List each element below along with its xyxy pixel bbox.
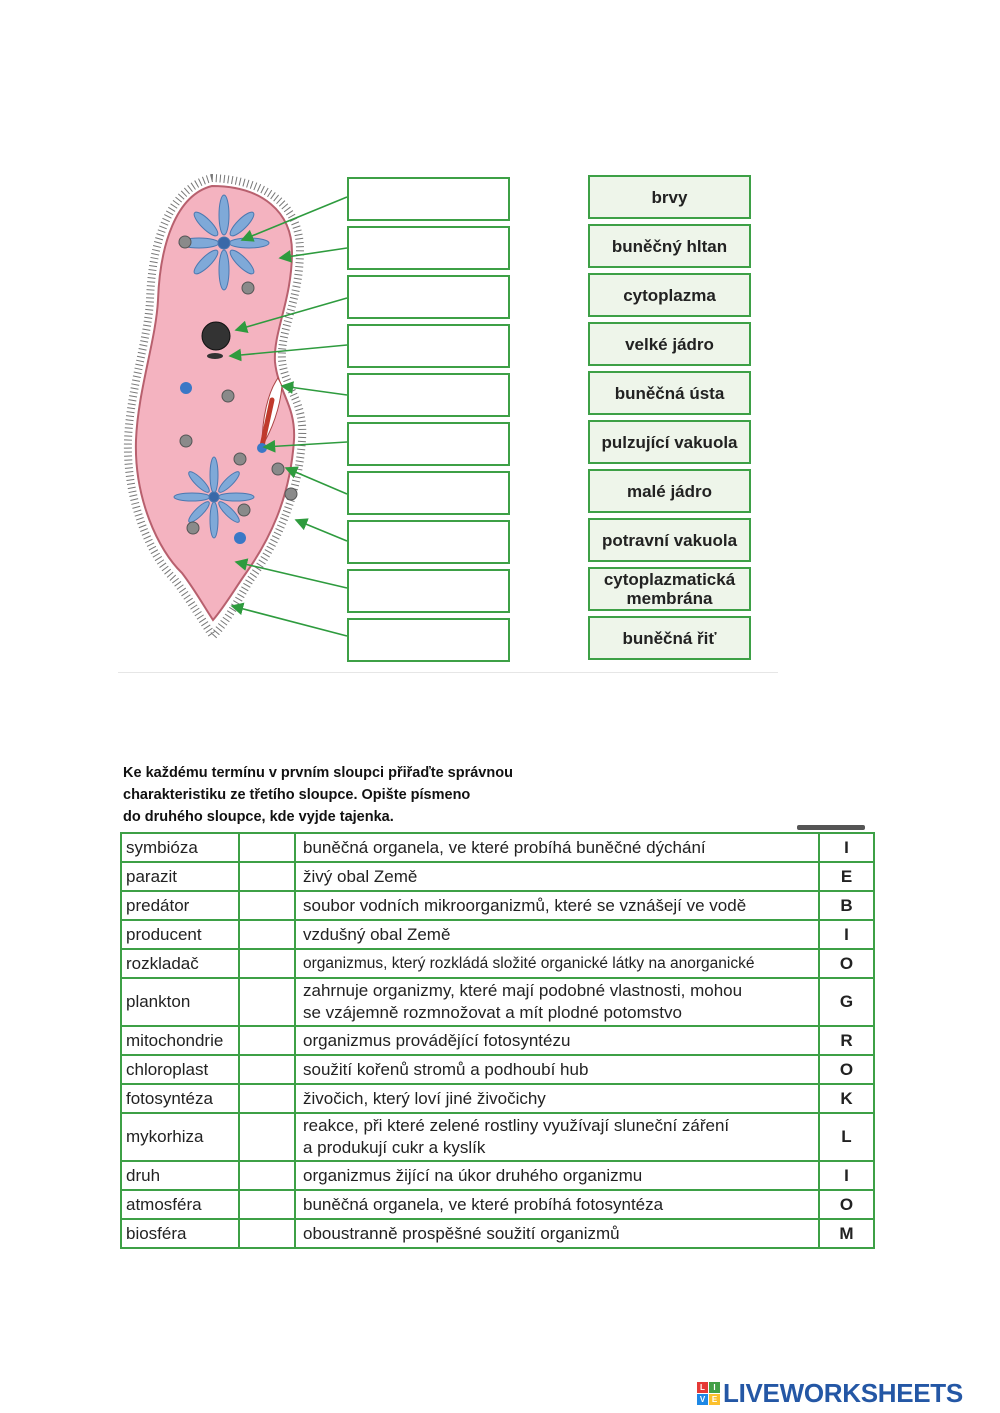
row-answer-input[interactable]	[240, 1191, 294, 1218]
table-row	[121, 1113, 874, 1161]
row-answer-input[interactable]	[240, 892, 294, 919]
row-description	[295, 978, 819, 1026]
answer-box-3[interactable]	[347, 275, 510, 319]
macronucleus	[202, 322, 230, 350]
row-description	[295, 1113, 819, 1161]
row-description-line: vzdušný obal Země	[303, 924, 451, 944]
liveworksheets-logo	[697, 1378, 963, 1409]
table-row	[121, 920, 874, 949]
row-answer-cell	[239, 862, 295, 891]
row-description-line: oboustranně prospěšné soužití organizmů	[303, 1223, 620, 1243]
row-answer-cell	[239, 1219, 295, 1248]
row-description	[295, 1026, 819, 1055]
row-answer-cell	[239, 920, 295, 949]
table-row	[121, 1219, 874, 1248]
row-answer-input[interactable]	[240, 1085, 294, 1112]
row-description	[295, 1219, 819, 1248]
row-description-line: soužití kořenů stromů a podhoubí hub	[303, 1059, 589, 1079]
row-term: mykorhiza	[121, 1113, 239, 1161]
row-letter: L	[819, 1113, 874, 1161]
row-description	[295, 833, 819, 862]
row-answer-input[interactable]	[240, 863, 294, 890]
answer-box-4[interactable]	[347, 324, 510, 368]
row-letter: O	[819, 1190, 874, 1219]
instructions-line-2: charakteristiku ze třetího sloupce. Opište písmeno	[123, 787, 471, 803]
row-letter: G	[819, 978, 874, 1026]
term-cytoplazmaticka-membrana[interactable]: cytoplazmatická membrána	[588, 567, 751, 611]
answer-box-8[interactable]	[347, 520, 510, 564]
term-bunecna-rit[interactable]: buněčná řiť	[588, 616, 751, 660]
row-answer-cell	[239, 1161, 295, 1190]
row-letter: I	[819, 833, 874, 862]
answer-box-2[interactable]	[347, 226, 510, 270]
scan-mark	[797, 825, 865, 830]
section-divider	[118, 672, 778, 673]
row-answer-input[interactable]	[240, 1220, 294, 1247]
row-term: mitochondrie	[121, 1026, 239, 1055]
answer-box-6[interactable]	[347, 422, 510, 466]
row-letter: O	[819, 1055, 874, 1084]
row-letter: M	[819, 1219, 874, 1248]
row-description-line: organizmus provádějící fotosyntézu	[303, 1030, 571, 1050]
table-row	[121, 1026, 874, 1055]
instructions-line-1: Ke každému termínu v prvním sloupci přiřaďte správnou	[123, 765, 513, 781]
row-description	[295, 920, 819, 949]
row-answer-input[interactable]	[240, 1056, 294, 1083]
row-description	[295, 891, 819, 920]
answer-box-9[interactable]	[347, 569, 510, 613]
brand-mark-letter: V	[697, 1394, 708, 1405]
row-answer-input[interactable]	[240, 1114, 294, 1160]
table-row	[121, 862, 874, 891]
row-letter: R	[819, 1026, 874, 1055]
row-answer-cell	[239, 949, 295, 978]
row-term: symbióza	[121, 833, 239, 862]
row-term: plankton	[121, 978, 239, 1026]
row-term: chloroplast	[121, 1055, 239, 1084]
row-answer-cell	[239, 833, 295, 862]
term-pulzujici-vakuola[interactable]: pulzující vakuola	[588, 420, 751, 464]
row-description-line: zahrnuje organizmy, které mají podobné vlastnosti, mohou	[303, 981, 743, 1000]
row-description-line: organizmus, který rozkládá složité organické látky na anorganické	[303, 954, 755, 972]
row-description-line: reakce, při které zelené rostliny využívají sluneční záření	[303, 1116, 730, 1135]
term-brvy[interactable]: brvy	[588, 175, 751, 219]
answer-box-7[interactable]	[347, 471, 510, 515]
row-term: producent	[121, 920, 239, 949]
row-description-line: soubor vodních mikroorganizmů, které se vznášejí ve vodě	[303, 895, 747, 915]
row-term: atmosféra	[121, 1190, 239, 1219]
row-description-line: živočich, který loví jiné živočichy	[303, 1088, 546, 1108]
row-description-line: buněčná organela, ve které probíhá buněčné dýchání	[303, 837, 706, 857]
row-description-line: se vzájemně rozmnožovat a mít plodné potomstvo	[303, 1003, 682, 1022]
row-description	[295, 862, 819, 891]
row-answer-cell	[239, 1055, 295, 1084]
matching-table	[120, 832, 875, 1249]
row-answer-input[interactable]	[240, 1162, 294, 1189]
row-answer-cell	[239, 1113, 295, 1161]
table-row	[121, 978, 874, 1026]
term-cytoplazma[interactable]: cytoplazma	[588, 273, 751, 317]
brand-name: LIVEWORKSHEETS	[723, 1378, 963, 1408]
instructions	[123, 762, 593, 828]
row-answer-cell	[239, 1190, 295, 1219]
row-description-line: a produkují cukr a kyslík	[303, 1138, 486, 1157]
term-velke-jadro[interactable]: velké jádro	[588, 322, 751, 366]
row-term: biosféra	[121, 1219, 239, 1248]
row-description	[295, 949, 819, 978]
table-row	[121, 1161, 874, 1190]
answer-box-10[interactable]	[347, 618, 510, 662]
row-answer-cell	[239, 978, 295, 1026]
row-letter: B	[819, 891, 874, 920]
row-answer-input[interactable]	[240, 1027, 294, 1054]
row-answer-cell	[239, 1026, 295, 1055]
term-potravni-vakuola[interactable]: potravní vakuola	[588, 518, 751, 562]
row-answer-cell	[239, 1084, 295, 1113]
micronucleus	[207, 353, 223, 359]
term-bunecna-usta[interactable]: buněčná ústa	[588, 371, 751, 415]
table-row	[121, 1055, 874, 1084]
answer-box-5[interactable]	[347, 373, 510, 417]
row-letter: O	[819, 949, 874, 978]
row-term: fotosyntéza	[121, 1084, 239, 1113]
row-term: druh	[121, 1161, 239, 1190]
table-row	[121, 1084, 874, 1113]
brand-mark-letter: L	[697, 1382, 708, 1393]
table-row	[121, 891, 874, 920]
table-row	[121, 833, 874, 862]
row-letter: E	[819, 862, 874, 891]
brand-mark-letter: E	[709, 1394, 720, 1405]
row-description-line: buněčná organela, ve které probíhá fotosyntéza	[303, 1194, 664, 1214]
brand-mark-letter: I	[709, 1382, 720, 1393]
term-male-jadro[interactable]: malé jádro	[588, 469, 751, 513]
row-answer-input[interactable]	[240, 979, 294, 1025]
brand-mark-icon	[697, 1382, 720, 1405]
table-row	[121, 949, 874, 978]
row-description	[295, 1084, 819, 1113]
row-answer-cell	[239, 891, 295, 920]
term-bunecny-hltan[interactable]: buněčný hltan	[588, 224, 751, 268]
row-term: predátor	[121, 891, 239, 920]
row-term: parazit	[121, 862, 239, 891]
row-term: rozkladač	[121, 949, 239, 978]
row-description-line: organizmus žijící na úkor druhého organizmu	[303, 1165, 643, 1185]
row-description	[295, 1161, 819, 1190]
row-letter: I	[819, 1161, 874, 1190]
row-description	[295, 1055, 819, 1084]
row-letter: I	[819, 920, 874, 949]
instructions-line-3: do druhého sloupce, kde vyjde tajenka.	[123, 809, 394, 825]
row-answer-input[interactable]	[240, 950, 294, 977]
row-answer-input[interactable]	[240, 834, 294, 861]
row-letter: K	[819, 1084, 874, 1113]
row-description	[295, 1190, 819, 1219]
row-description-line: živý obal Země	[303, 866, 418, 886]
table-row	[121, 1190, 874, 1219]
answer-box-1[interactable]	[347, 177, 510, 221]
row-answer-input[interactable]	[240, 921, 294, 948]
